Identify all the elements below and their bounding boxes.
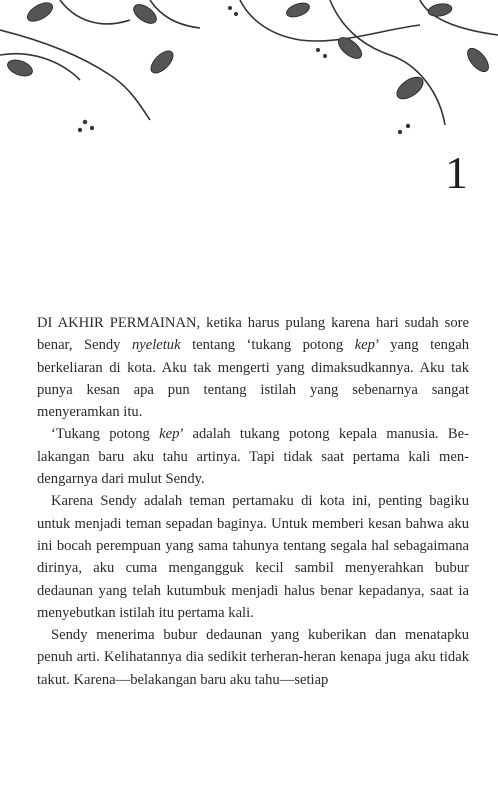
paragraph: Karena Sendy adalah teman pertamaku di kota ini, penting bagiku untuk menjadi teman sepadan baginya. Untuk memberi kesan bahwa aku ini bocah perempuan yang sama tahunya tentang segala hal sebagaimana dirinya, aku cuma mengangguk kecil sambil menyerahkan bubur dedaunan yang telah kutumbuk menjadi halus benar kepadanya, saat ia menyebutkan istilah itu pertama kali. <box>37 493 469 621</box>
paragraph-text: ’ yang tengah berkeliaran di kota. Aku tak mengerti yang dimaksudkannya. Aku tak punya kesan apa pun tentang istilah yang sebenarnya sangat menyeramkan itu. <box>37 337 470 421</box>
vine-ornament <box>0 0 498 140</box>
paragraph-text: ketika harus pulang karena hari sudah sore benar, Sendy <box>37 315 469 354</box>
paragraph-lead: DI AKHIR PERMAINAN, <box>37 315 201 331</box>
chapter-number: 1 <box>445 147 468 198</box>
italic-word: kep <box>159 426 180 443</box>
paragraph-text: ‘Tukang potong <box>51 426 160 443</box>
paragraph <box>37 423 469 490</box>
paragraph-text: ’ adalah tukang potong kepala manusia. Belakangan baru aku tahu artinya. Tapi tidak saat pertama kali mendengarnya dari mulut Sendy. <box>37 426 469 488</box>
chapter-body <box>37 312 469 691</box>
paragraph: Sendy menerima bubur dedaunan yang kuberikan dan menatapku penuh arti. Kelihatannya dia sedikit terheran-heran kenapa juga aku tidak takut. Karena—belakangan baru aku tahu—setiap <box>37 627 469 688</box>
paragraph-text: tentang ‘tukang potong <box>180 337 355 354</box>
italic-word: nyeletuk <box>131 337 181 354</box>
paragraph <box>37 312 469 423</box>
italic-word: kep <box>354 337 375 354</box>
